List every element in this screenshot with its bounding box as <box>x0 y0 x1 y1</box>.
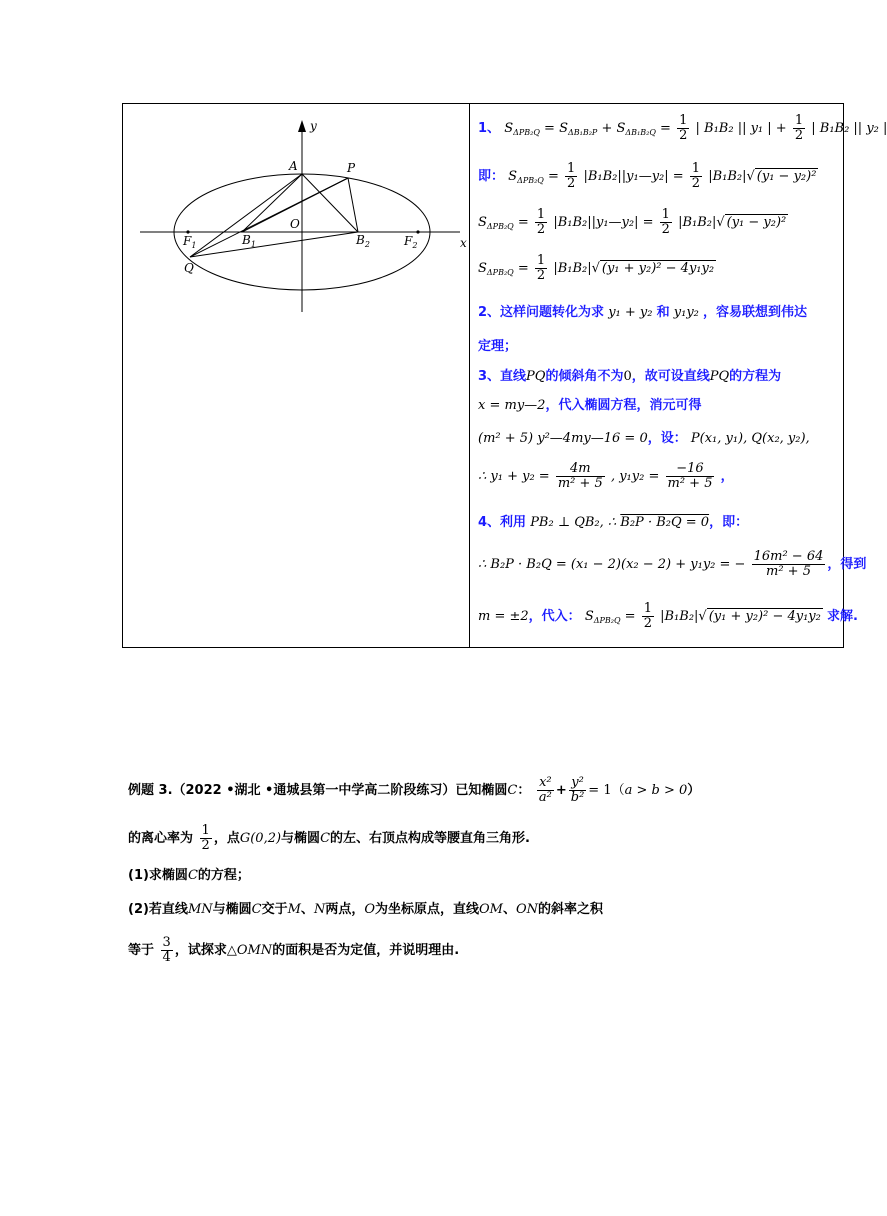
label-y: y <box>310 119 317 133</box>
label-B2: $B_2$ <box>356 233 370 249</box>
step3-line-2: x = my—2，代入椭圆方程，消元可得 <box>478 398 702 413</box>
step2-line: 2、这样问题转化为求 y₁ + y₂ 和 y₁y₂ ，容易联想到伟达 <box>478 305 808 320</box>
problem-line-1: 例题 3.（2022 •湖北 •通城县第一中学高二阶段练习）已知椭圆C： $\frac{\text{x²}}{\text{a²}}$ + $\frac{\text{y²}}{\text{b²}}$ = 1（a > b > 0） <box>128 775 701 805</box>
label-x: x <box>460 236 467 250</box>
problem-question-1: (1)求椭圆C的方程； <box>128 868 250 883</box>
step1-number: 1、 <box>478 121 501 136</box>
step3-line: 3、直线PQ的倾斜角不为0，故可设直线PQ的方程为 <box>478 369 782 384</box>
step3-line-3: (m² + 5) y²—4my—16 = 0，设： P(x₁, y₁), Q(x₂, y₂), <box>478 431 810 446</box>
label-O: O <box>290 217 300 231</box>
step1-line: 1、 $S_{\Delta PB_2Q} = S_{\Delta B_1B_2P} + S_{\Delta B_1B_2Q}$ = $\frac{1}{2}$ | B₁B₂ || y₁ | + $\frac{1}{2}$ | B₁B₂ || y₂ | <box>478 113 887 143</box>
step1d-line: $S_{\Delta PB_2Q}$ = $\frac{1}{2}$ |B₁B₂|√ (y₁ + y₂)² − 4y₁y₂ <box>478 253 715 283</box>
step2-line-2: 定理； <box>478 339 518 354</box>
step1b-line: 即： $S_{\Delta PB_2Q}$ = $\frac{1}{2}$ |B₁B₂||y₁—y₂| = $\frac{1}{2}$ |B₁B₂|√ (y₁ − y₂)² <box>478 161 817 191</box>
step1b-label: 即： <box>478 169 505 184</box>
step4-line-3: m = ±2，代入： $S_{\Delta PB_2Q}$ = $\frac{1}{2}$ |B₁B₂|√ (y₁ + y₂)² − 4y₁y₂ 求解. <box>478 601 858 631</box>
seg-A-B2 <box>302 174 358 232</box>
point-F2 <box>416 230 419 233</box>
label-A: A <box>289 159 298 173</box>
problem-question-2-cont: 等于 $\frac{3}{4}$ ，试探求△OMN的面积是否为定值，并说明理由. <box>128 935 460 965</box>
step3-line-4: ∴ y₁ + y₂ = $\frac{4m}{\text{m² + 5}}$ , y₁y₂ = $\frac{-16}{\text{m² + 5}}$ ， <box>478 461 734 491</box>
step4-line: 4、利用 PB₂ ⊥ QB₂, ∴ B₂P · B₂Q = 0，即： <box>478 515 749 530</box>
y-arrow <box>298 120 306 132</box>
step4-line-2: ∴ B₂P · B₂Q = (x₁ − 2)(x₂ − 2) + y₁y₂ = − $\frac{\text{16m² − 64}}{\text{m² + 5}}$ ，得到 <box>478 549 867 579</box>
problem-question-2: (2)若直线MN与椭圆C交于M、N两点，O为坐标原点，直线OM、ON的斜率之积 <box>128 902 604 917</box>
label-F2: $F_2$ <box>404 234 418 250</box>
label-B1: $B_1$ <box>242 233 256 249</box>
ellipse-figure <box>130 112 465 322</box>
label-F1: $F_1$ <box>183 234 197 250</box>
label-P: P <box>347 161 356 175</box>
table-divider <box>469 103 470 648</box>
step1c-line: $S_{\Delta PB_2Q}$ = $\frac{1}{2}$ |B₁B₂||y₁—y₂| = $\frac{1}{2}$ |B₁B₂|√ (y₁ − y₂)² <box>478 207 787 237</box>
label-Q: Q <box>184 261 194 275</box>
problem-line-2: 的离心率为 $\frac{1}{2}$ ，点G(0,2)与椭圆C的左、右顶点构成等腰直角三角形. <box>128 823 530 853</box>
